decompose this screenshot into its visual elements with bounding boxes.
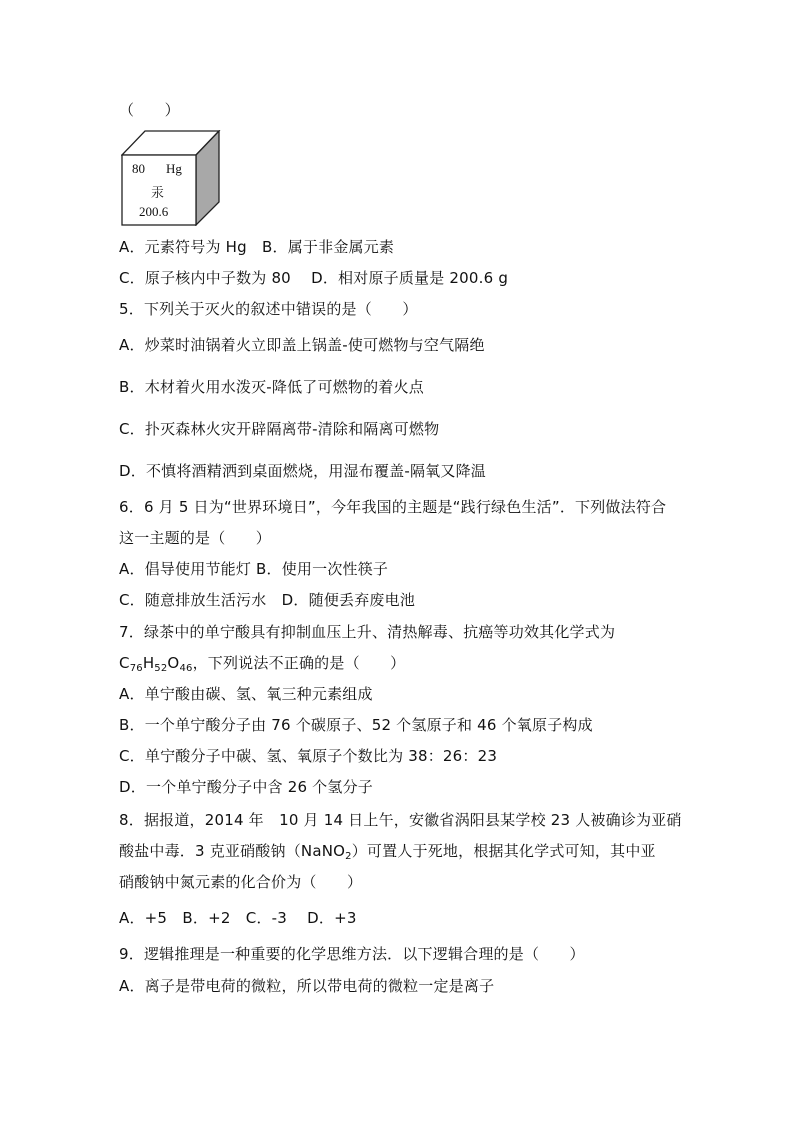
question-9-option-a: A．离子是带电荷的微粒，所以带电荷的微粒一定是离子 [119, 977, 495, 995]
formula-hydrogen: H [142, 654, 155, 672]
question-6-options-row-1: A．倡导使用节能灯 B．使用一次性筷子 [119, 560, 389, 578]
formula-carbon: C [119, 654, 130, 672]
question-8-stem-line-3: 硝酸钠中氮元素的化合价为（ ） [119, 873, 363, 891]
question-4-options-row-1: A．元素符号为 Hg B．属于非金属元素 [119, 238, 395, 256]
atomic-mass: 200.6 [139, 204, 169, 219]
question-4-options-row-2: C．原子核内中子数为 80 D．相对原子质量是 200.6 g [119, 269, 509, 287]
question-7-stem-line-2 [119, 653, 405, 679]
question-7-option-a: A．单宁酸由碳、氢、氧三种元素组成 [119, 685, 373, 703]
question-9-stem: 9．逻辑推理是一种重要的化学思维方法．以下逻辑合理的是（ ） [119, 945, 585, 963]
question-7-stem-line-1: 7．绿茶中的单宁酸具有抑制血压上升、清热解毒、抗癌等功效其化学式为 [119, 623, 616, 641]
question-7-option-b: B．一个单宁酸分子由 76 个碳原子、52 个氢原子和 46 个氧原子构成 [119, 716, 593, 734]
formula-oxygen-count: 46 [179, 663, 193, 674]
question-8-stem-line-2-start: 酸盐中毒．3 克亚硝酸钠（NaNO [119, 842, 346, 860]
formula-oxygen: O [167, 654, 180, 672]
question-4-answer-bracket: （ ） [119, 101, 180, 119]
question-5-stem: 5．下列关于灭火的叙述中错误的是（ ） [119, 300, 418, 318]
question-5-option-d: D．不慎将酒精洒到桌面燃烧，用湿布覆盖-隔氧又降温 [119, 462, 486, 480]
question-8-stem-line-2 [119, 841, 656, 867]
question-5-option-c: C．扑灭森林火灾开辟隔离带-清除和隔离可燃物 [119, 420, 440, 438]
question-8-stem-line-2-end: ）可置人于死地，根据其化学式可知，其中亚 [351, 842, 656, 860]
question-6-options-row-2: C．随意排放生活污水 D．随便丢弃废电池 [119, 591, 416, 609]
atomic-number: 80 [132, 161, 145, 176]
question-8-stem-line-1: 8．据报道，2014 年 10 月 14 日上午，安徽省涡阳县某学校 23 人被确诊为亚硝 [119, 811, 682, 829]
question-7-option-d: D．一个单宁酸分子中含 26 个氢分子 [119, 778, 373, 796]
element-card-mercury [121, 130, 221, 226]
formula-carbon-count: 76 [129, 663, 143, 674]
question-6-stem-line-2: 这一主题的是（ ） [119, 529, 272, 547]
question-5-option-b: B．木材着火用水泼灭-降低了可燃物的着火点 [119, 378, 424, 396]
question-6-stem-line-1: 6．6 月 5 日为“世界环境日”，今年我国的主题是“践行绿色生活”．下列做法符合 [119, 498, 667, 516]
formula-hydrogen-count: 52 [154, 663, 168, 674]
element-symbol: Hg [166, 161, 182, 176]
question-7-stem-tail: ，下列说法不正确的是（ ） [192, 654, 406, 672]
question-5-option-a: A．炒菜时油锅着火立即盖上锅盖-使可燃物与空气隔绝 [119, 336, 485, 354]
nitrite-formula-subscript: 2 [345, 851, 352, 862]
element-card-box-icon [121, 130, 221, 226]
question-8-options: A．+5 B．+2 C．-3 D．+3 [119, 909, 357, 927]
element-name: 汞 [151, 185, 165, 200]
question-7-option-c: C．单宁酸分子中碳、氢、氧原子个数比为 38：26：23 [119, 747, 498, 765]
